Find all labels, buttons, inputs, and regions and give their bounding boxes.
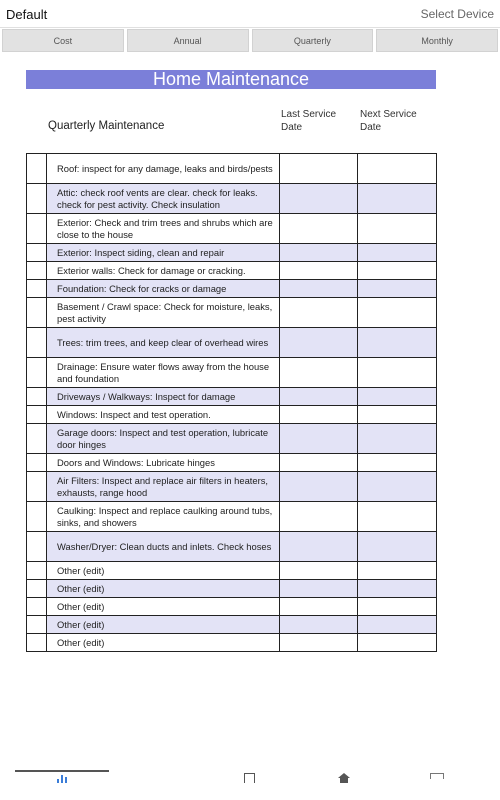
- task-label: Garage doors: Inspect and test operation, lubricate door hinges: [47, 424, 280, 453]
- next-service-cell[interactable]: [358, 562, 436, 579]
- table-row: [27, 244, 436, 262]
- last-service-cell[interactable]: [280, 634, 358, 651]
- task-label[interactable]: Other (edit): [47, 562, 280, 579]
- next-service-cell[interactable]: [358, 244, 436, 261]
- last-service-cell[interactable]: [280, 406, 358, 423]
- last-service-cell[interactable]: [280, 298, 358, 327]
- task-label: Basement / Crawl space: Check for moisture, leaks, pest activity: [47, 298, 280, 327]
- last-service-cell[interactable]: [280, 424, 358, 453]
- app-title: Default: [6, 7, 48, 22]
- task-label: Windows: Inspect and test operation.: [47, 406, 280, 423]
- last-service-cell[interactable]: [280, 184, 358, 213]
- table-row: [27, 214, 436, 244]
- task-label: Caulking: Inspect and replace caulking around tubs, sinks, and showers: [47, 502, 280, 531]
- task-checkbox[interactable]: [27, 424, 47, 453]
- tab-monthly[interactable]: Monthly: [376, 29, 498, 52]
- last-service-cell[interactable]: [280, 562, 358, 579]
- next-service-cell[interactable]: [358, 262, 436, 279]
- page-icon[interactable]: [244, 773, 255, 783]
- task-checkbox[interactable]: [27, 406, 47, 423]
- task-label[interactable]: Other (edit): [47, 580, 280, 597]
- last-service-cell[interactable]: [280, 598, 358, 615]
- task-label[interactable]: Other (edit): [47, 616, 280, 633]
- next-service-cell[interactable]: [358, 388, 436, 405]
- top-bar: [0, 0, 500, 28]
- task-label: Exterior: Inspect siding, clean and repair: [47, 244, 280, 261]
- last-service-header: Last Service Date: [281, 109, 337, 133]
- table-row: [27, 502, 436, 532]
- task-label: Exterior walls: Check for damage or cracking.: [47, 262, 280, 279]
- last-service-cell[interactable]: [280, 616, 358, 633]
- next-service-cell[interactable]: [358, 328, 436, 357]
- next-service-cell[interactable]: [358, 154, 436, 183]
- next-service-cell[interactable]: [358, 406, 436, 423]
- task-label: Exterior: Check and trim trees and shrubs which are close to the house: [47, 214, 280, 243]
- table-row: [27, 358, 436, 388]
- task-checkbox[interactable]: [27, 280, 47, 297]
- section-label: Quarterly Maintenance: [48, 120, 165, 132]
- table-row: [27, 472, 436, 502]
- table-row: [27, 184, 436, 214]
- tab-annual[interactable]: Annual: [127, 29, 249, 52]
- task-checkbox[interactable]: [27, 502, 47, 531]
- task-label[interactable]: Other (edit): [47, 598, 280, 615]
- task-checkbox[interactable]: [27, 328, 47, 357]
- task-checkbox[interactable]: [27, 358, 47, 387]
- last-service-cell[interactable]: [280, 388, 358, 405]
- last-service-cell[interactable]: [280, 472, 358, 501]
- table-row: [27, 454, 436, 472]
- last-service-cell[interactable]: [280, 154, 358, 183]
- tab-bar: [2, 29, 498, 52]
- table-row: [27, 580, 436, 598]
- table-row: [27, 562, 436, 580]
- task-label: Trees: trim trees, and keep clear of overhead wires: [47, 328, 280, 357]
- task-checkbox[interactable]: [27, 154, 47, 183]
- task-label[interactable]: Other (edit): [47, 634, 280, 651]
- table-row: [27, 616, 436, 634]
- next-service-header: Next Service Date: [360, 109, 417, 133]
- task-checkbox[interactable]: [27, 214, 47, 243]
- table-row: [27, 298, 436, 328]
- table-row: [27, 406, 436, 424]
- tab-cost[interactable]: Cost: [2, 29, 124, 52]
- table-row: [27, 424, 436, 454]
- chart-icon[interactable]: [56, 773, 70, 783]
- task-label: Attic: check roof vents are clear. check for leaks. check for pest activity. Check insulation: [47, 184, 280, 213]
- tray-icon[interactable]: [430, 773, 444, 779]
- next-service-cell[interactable]: [358, 424, 436, 453]
- next-service-cell[interactable]: [358, 634, 436, 651]
- next-service-cell[interactable]: [358, 454, 436, 471]
- task-label: Roof: inspect for any damage, leaks and birds/pests: [47, 154, 280, 183]
- next-service-cell[interactable]: [358, 358, 436, 387]
- last-service-cell[interactable]: [280, 502, 358, 531]
- select-device-button[interactable]: Select Device: [420, 7, 494, 21]
- task-checkbox[interactable]: [27, 298, 47, 327]
- last-service-cell[interactable]: [280, 580, 358, 597]
- last-service-cell[interactable]: [280, 244, 358, 261]
- home-icon[interactable]: [337, 773, 351, 783]
- task-checkbox[interactable]: [27, 580, 47, 597]
- task-label: Drainage: Ensure water flows away from the house and foundation: [47, 358, 280, 387]
- last-service-cell[interactable]: [280, 214, 358, 243]
- table-row: [27, 532, 436, 562]
- task-checkbox[interactable]: [27, 616, 47, 633]
- task-label: Washer/Dryer: Clean ducts and inlets. Check hoses: [47, 532, 280, 561]
- task-label: Driveways / Walkways: Inspect for damage: [47, 388, 280, 405]
- task-label: Foundation: Check for cracks or damage: [47, 280, 280, 297]
- tab-quarterly[interactable]: Quarterly: [252, 29, 374, 52]
- next-service-cell[interactable]: [358, 502, 436, 531]
- next-service-cell[interactable]: [358, 184, 436, 213]
- task-checkbox[interactable]: [27, 532, 47, 561]
- maintenance-checklist: [26, 153, 437, 652]
- next-service-cell[interactable]: [358, 280, 436, 297]
- task-checkbox[interactable]: [27, 388, 47, 405]
- task-checkbox[interactable]: [27, 562, 47, 579]
- task-checkbox[interactable]: [27, 184, 47, 213]
- active-tab-indicator: [15, 770, 109, 772]
- table-row: [27, 328, 436, 358]
- last-service-cell[interactable]: [280, 358, 358, 387]
- next-service-cell[interactable]: [358, 580, 436, 597]
- next-service-cell[interactable]: [358, 472, 436, 501]
- last-service-cell[interactable]: [280, 454, 358, 471]
- next-service-cell[interactable]: [358, 598, 436, 615]
- table-row: [27, 280, 436, 298]
- task-checkbox[interactable]: [27, 472, 47, 501]
- task-checkbox[interactable]: [27, 262, 47, 279]
- table-row: [27, 388, 436, 406]
- table-row: [27, 634, 436, 652]
- table-row: [27, 598, 436, 616]
- last-service-cell[interactable]: [280, 532, 358, 561]
- table-row: [27, 262, 436, 280]
- task-label: Air Filters: Inspect and replace air filters in heaters, exhausts, range hood: [47, 472, 280, 501]
- next-service-cell[interactable]: [358, 214, 436, 243]
- last-service-cell[interactable]: [280, 328, 358, 357]
- task-checkbox[interactable]: [27, 598, 47, 615]
- next-service-cell[interactable]: [358, 298, 436, 327]
- task-checkbox[interactable]: [27, 244, 47, 261]
- task-checkbox[interactable]: [27, 454, 47, 471]
- last-service-cell[interactable]: [280, 280, 358, 297]
- table-row: [27, 154, 436, 184]
- bottom-toolbar: [0, 764, 500, 800]
- task-checkbox[interactable]: [27, 634, 47, 651]
- next-service-cell[interactable]: [358, 532, 436, 561]
- next-service-cell[interactable]: [358, 616, 436, 633]
- last-service-cell[interactable]: [280, 262, 358, 279]
- task-label: Doors and Windows: Lubricate hinges: [47, 454, 280, 471]
- document-title: Home Maintenance: [26, 70, 436, 89]
